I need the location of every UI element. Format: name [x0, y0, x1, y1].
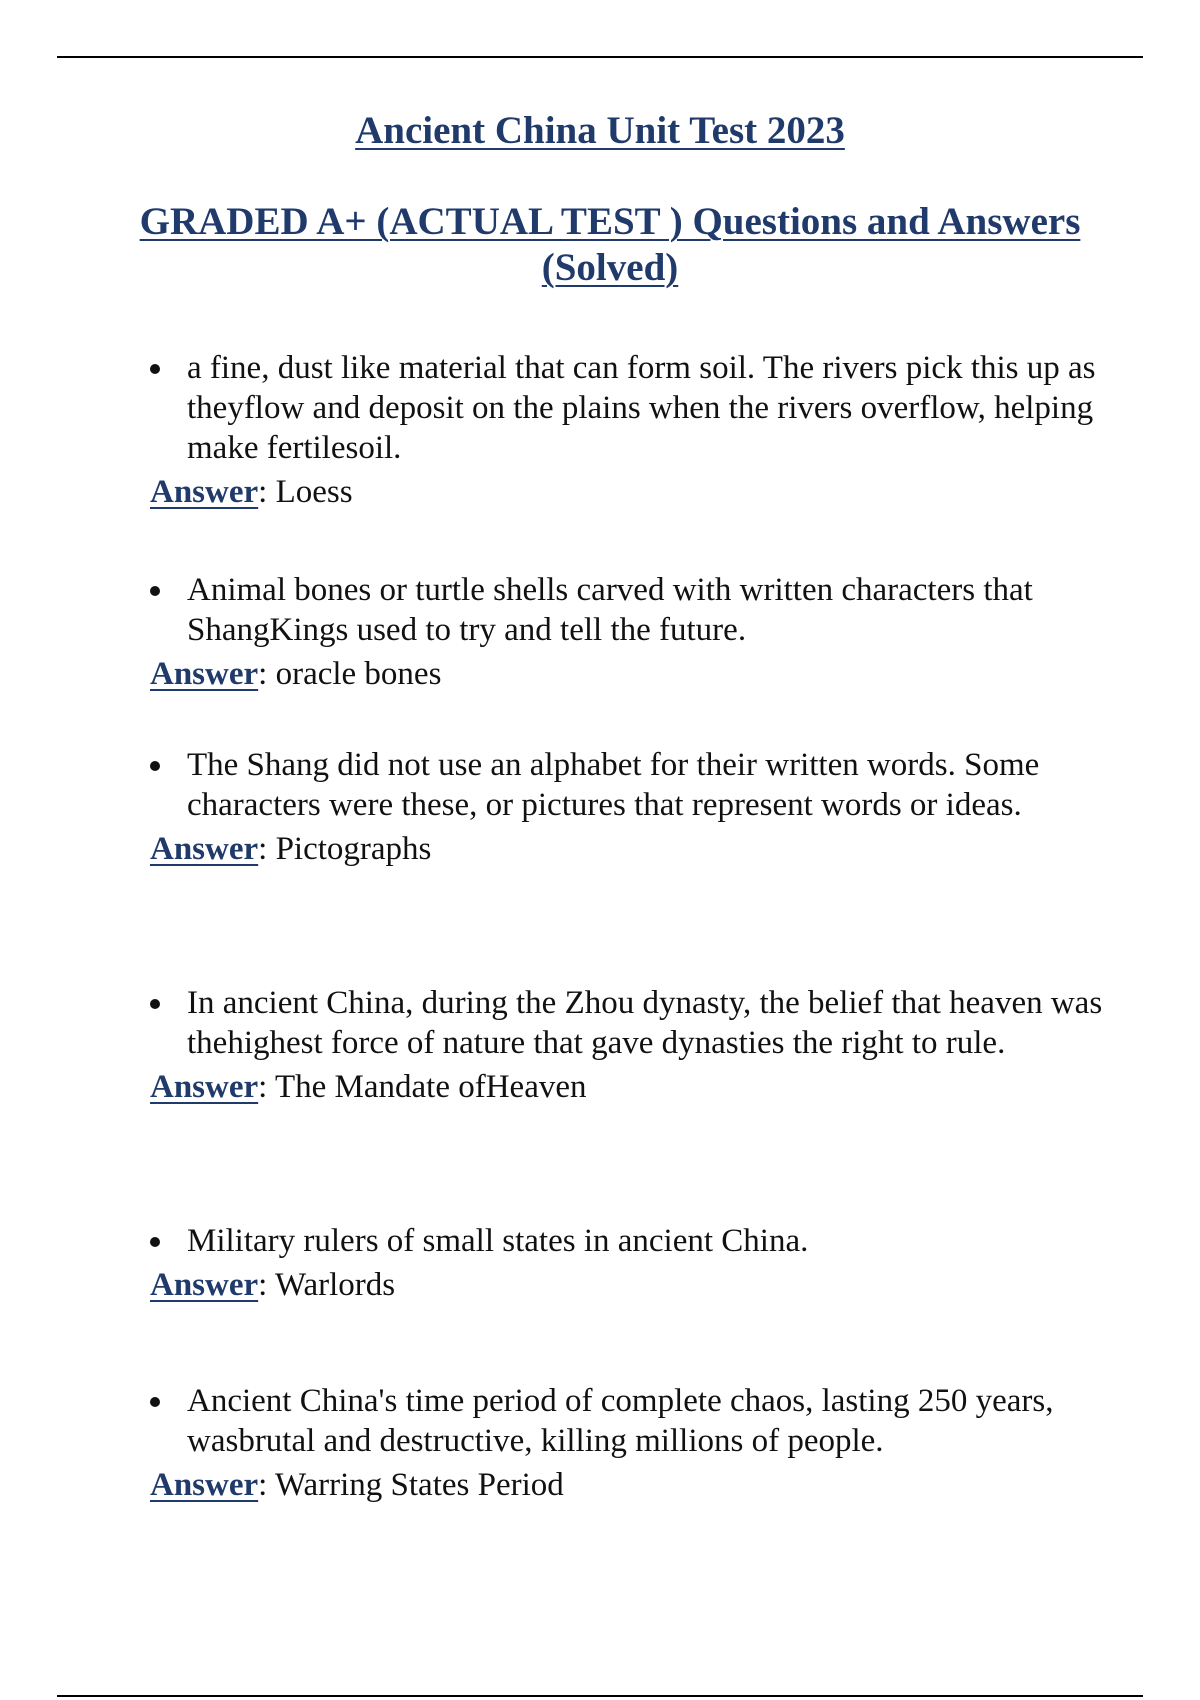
qa-item-5: [150, 1221, 1110, 1305]
answer-text: : The Mandate ofHeaven: [258, 1069, 587, 1105]
question: The Shang did not use an alphabet for their written words. Some characters were these, or pictures that represent words or ideas.: [150, 745, 1110, 825]
answer: [150, 472, 1110, 512]
question: a fine, dust like material that can form soil. The rivers pick this up as theyflow and deposit on the plains when the rivers overflow, helping make fertilesoil.: [150, 348, 1110, 468]
answer-text: : Warring States Period: [258, 1467, 564, 1503]
answer-label: Answer: [150, 831, 259, 867]
bullet-icon: [150, 1237, 160, 1247]
question: Military rulers of small states in ancient China.: [150, 1221, 1110, 1261]
question: Animal bones or turtle shells carved with written characters that ShangKings used to try and tell the future.: [150, 570, 1110, 650]
bullet-icon: [150, 1397, 160, 1407]
qa-item-3: [150, 745, 1110, 869]
qa-item-4: [150, 983, 1110, 1107]
bullet-icon: [150, 586, 160, 596]
answer: [150, 1265, 1110, 1305]
answer: [150, 829, 1110, 869]
question: Ancient China's time period of complete chaos, lasting 250 years, wasbrutal and destructive, killing millions of people.: [150, 1381, 1110, 1461]
answer-text: : oracle bones: [258, 656, 442, 692]
bullet-icon: [150, 999, 160, 1009]
qa-item-1: [150, 348, 1110, 512]
question: In ancient China, during the Zhou dynasty, the belief that heaven was thehighest force of nature that gave dynasties the right to rule.: [150, 983, 1110, 1063]
document-subtitle: GRADED A+ (ACTUAL TEST ) Questions and Answers (Solved): [139, 200, 1081, 289]
answer-text: : Pictographs: [258, 831, 432, 867]
qa-item-2: [150, 570, 1110, 694]
top-rule: [57, 56, 1143, 58]
bottom-rule: [57, 1695, 1143, 1697]
answer: [150, 654, 1110, 694]
answer-label: Answer: [150, 474, 259, 510]
answer-label: Answer: [150, 1267, 259, 1303]
answer-text: : Warlords: [258, 1267, 396, 1303]
bullet-icon: [150, 364, 160, 374]
answer: [150, 1067, 1110, 1107]
answer-label: Answer: [150, 656, 259, 692]
qa-item-6: [150, 1381, 1110, 1505]
bullet-icon: [150, 761, 160, 771]
answer: [150, 1465, 1110, 1505]
answer-label: Answer: [150, 1069, 259, 1105]
answer-text: : Loess: [258, 474, 353, 510]
answer-label: Answer: [150, 1467, 259, 1503]
document-title: Ancient China Unit Test 2023: [355, 109, 845, 152]
